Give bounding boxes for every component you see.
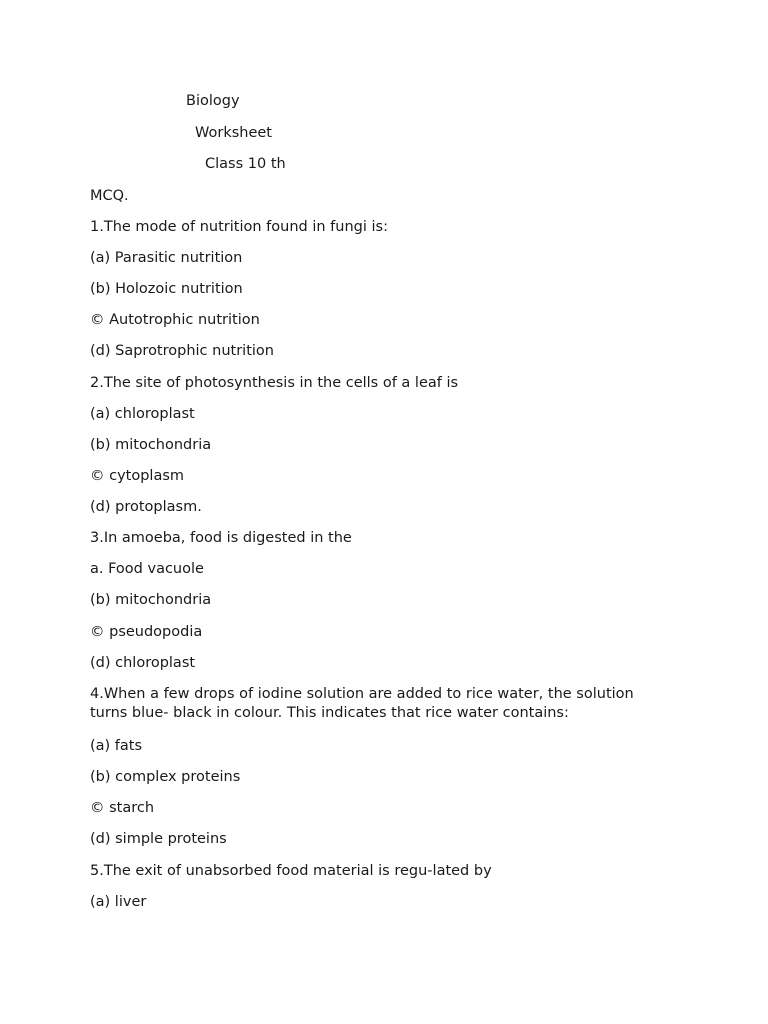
question-3-option-a: a. Food vacuole — [90, 561, 204, 577]
question-3-option-d: (d) chloroplast — [90, 655, 196, 671]
question-4-option-d: (d) simple proteins — [90, 831, 227, 847]
question-2-option-d: (d) protoplasm. — [90, 499, 202, 515]
question-3-option-b: (b) mitochondria — [90, 592, 212, 608]
section-label: MCQ. — [90, 188, 129, 204]
question-5: 5.The exit of unabsorbed food material is regu-lated by — [90, 863, 492, 879]
question-5-option-a: (a) liver — [90, 894, 147, 910]
question-2-option-a: (a) chloroplast — [90, 406, 195, 422]
question-4-option-c: © starch — [90, 800, 155, 816]
question-3-option-c: © pseudopodia — [90, 624, 203, 640]
subject-heading: Biology — [186, 93, 240, 109]
question-2: 2.The site of photosynthesis in the cells of a leaf is — [90, 375, 459, 391]
question-1-option-d: (d) Saprotrophic nutrition — [90, 343, 274, 359]
question-3: 3.In amoeba, food is digested in the — [90, 530, 352, 546]
question-2-option-b: (b) mitochondria — [90, 437, 212, 453]
question-4: 4.When a few drops of iodine solution are added to rice water, the solution turns blue- black in colour. This indicates that rice water contains: — [90, 686, 634, 721]
question-1-option-b: (b) Holozoic nutrition — [90, 281, 243, 297]
class-heading: Class 10 th — [205, 156, 286, 172]
question-4-option-a: (a) fats — [90, 738, 143, 754]
question-2-option-c: © cytoplasm — [90, 468, 185, 484]
question-1-option-c: © Autotrophic nutrition — [90, 312, 260, 328]
question-1-option-a: (a) Parasitic nutrition — [90, 250, 243, 266]
worksheet-heading: Worksheet — [195, 125, 272, 141]
question-1: 1.The mode of nutrition found in fungi is: — [90, 219, 388, 235]
question-4-option-b: (b) complex proteins — [90, 769, 241, 785]
